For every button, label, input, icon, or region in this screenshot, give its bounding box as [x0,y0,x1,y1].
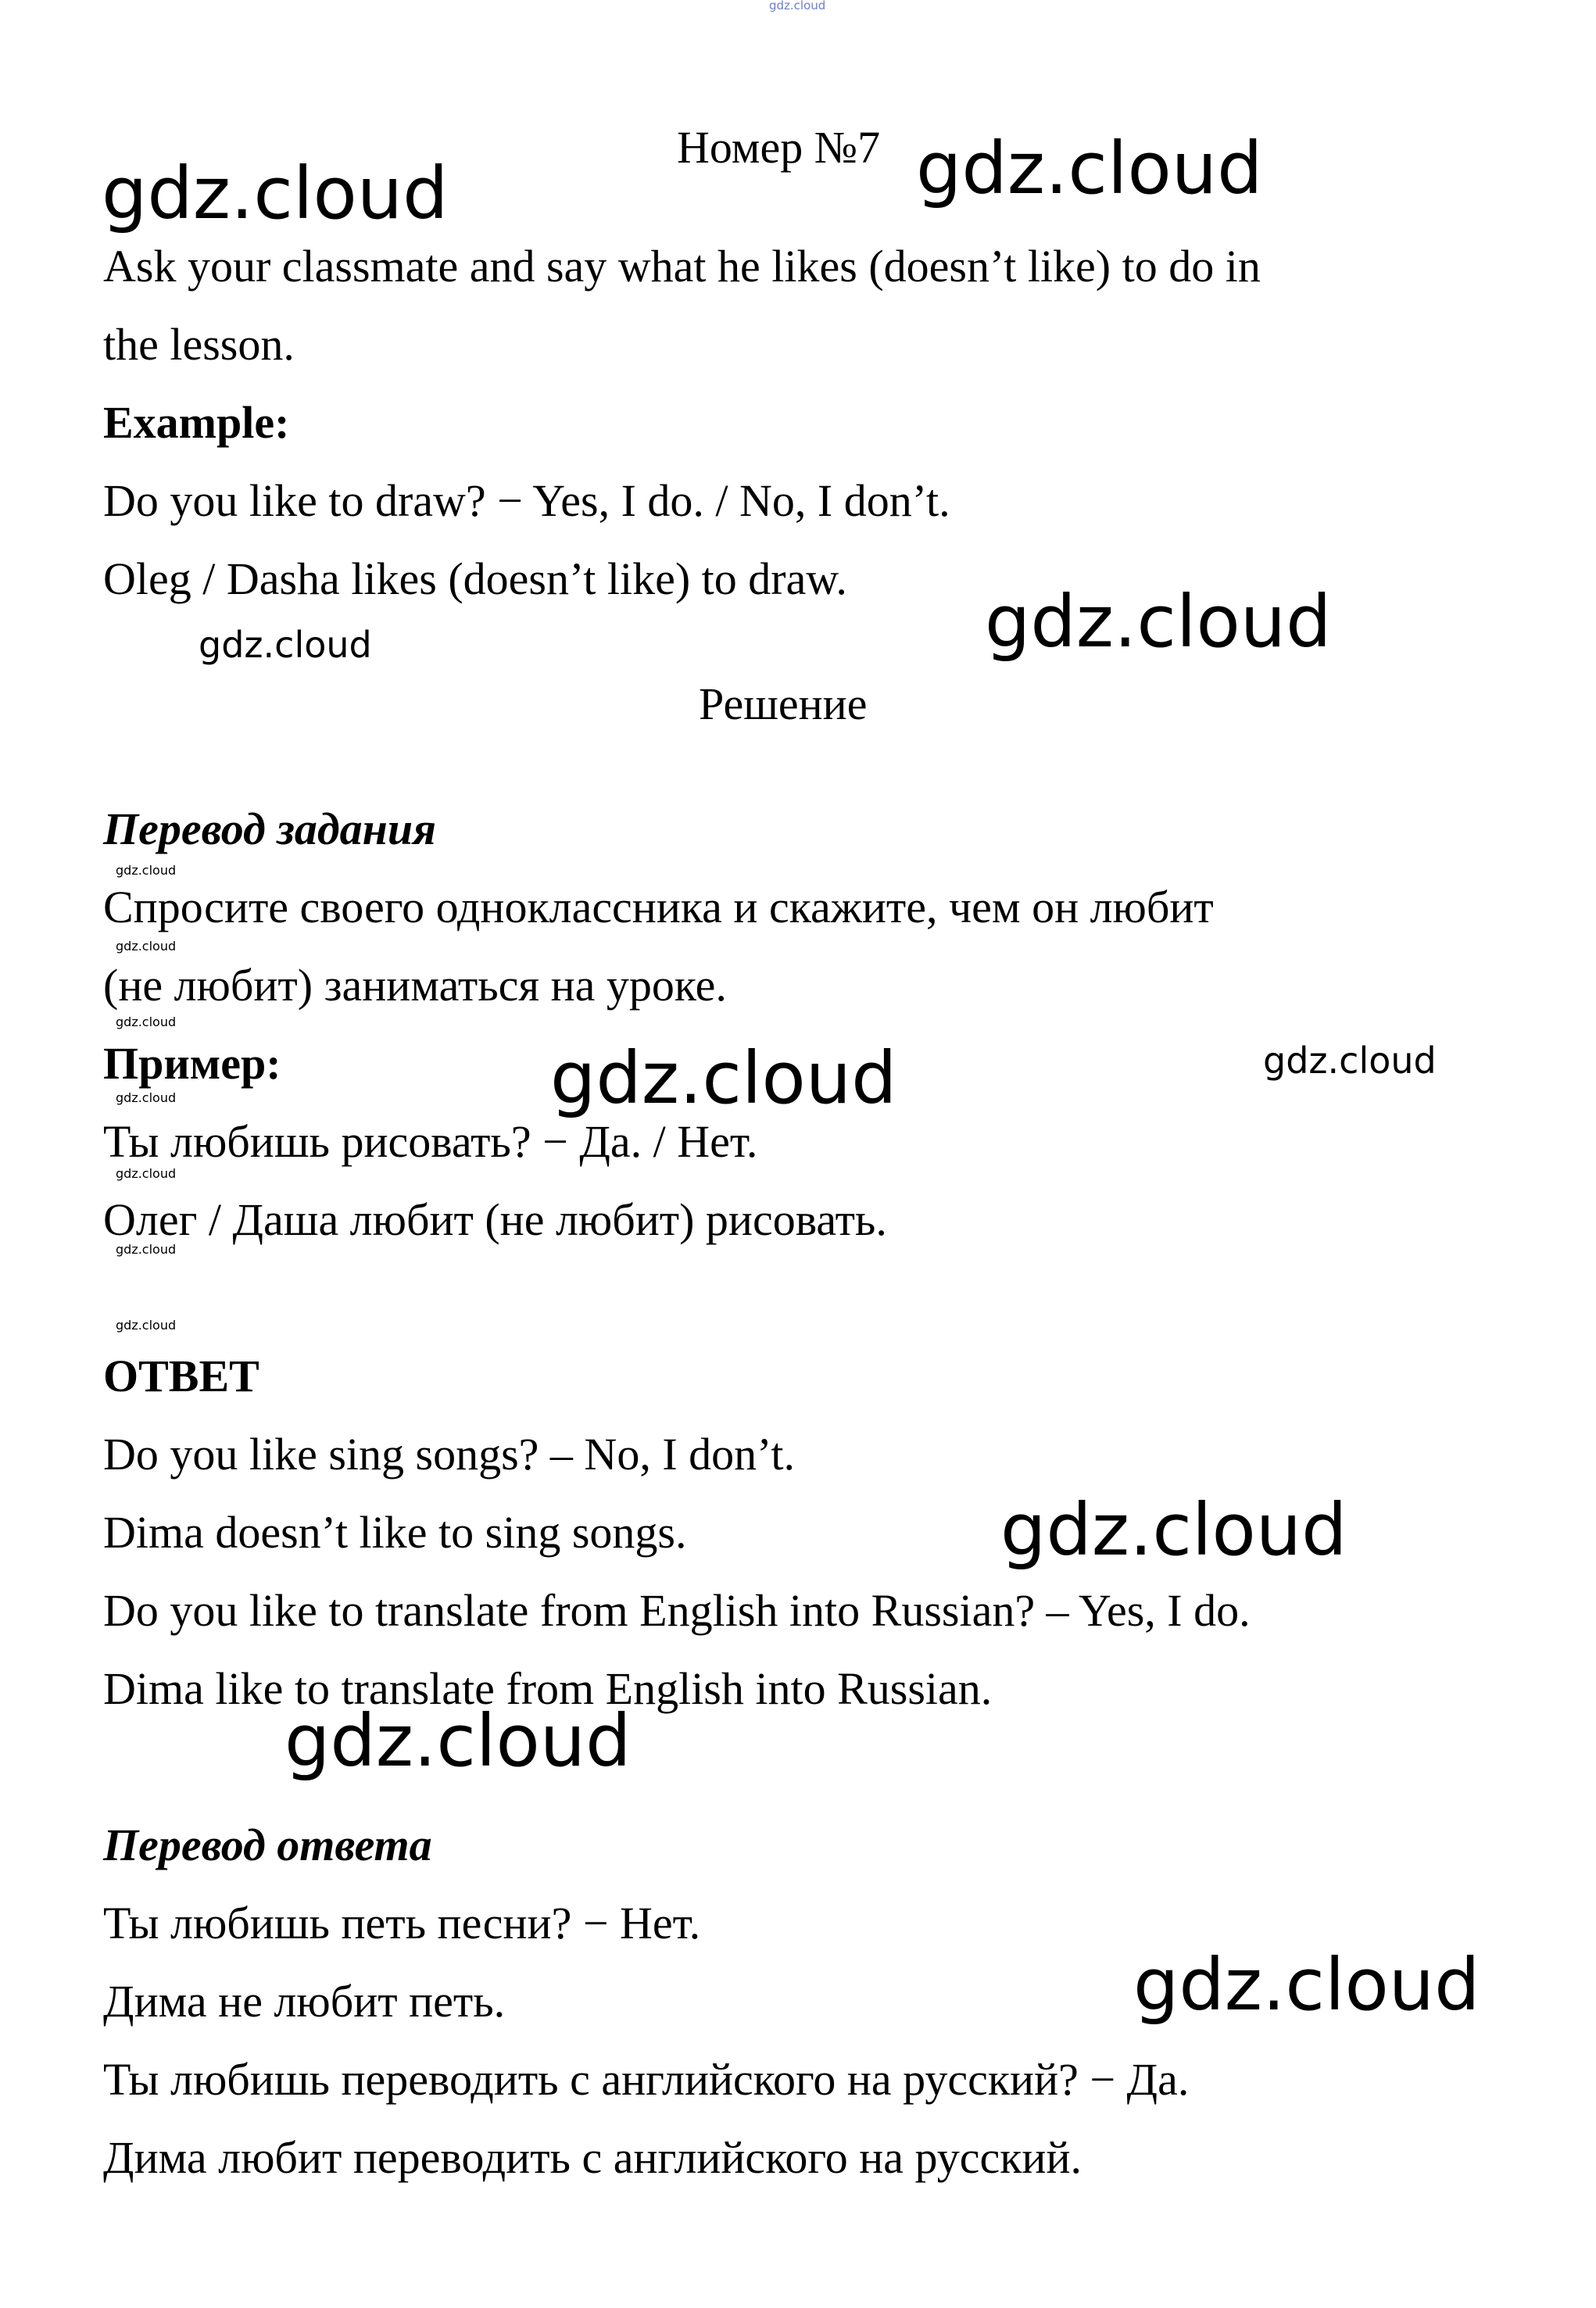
watermark-large: gdz.cloud [985,580,1332,664]
example-heading: Example: [103,397,290,448]
answer-line-3: Do you like to translate from English into Russian? – Yes, I do. [103,1585,1251,1636]
answer-heading: ОТВЕТ [103,1351,259,1401]
solution-heading: Решение [699,678,868,729]
watermark-small: gdz.cloud [116,1014,177,1029]
task-translation-line-2: (не любит) заниматься на уроке. [103,960,727,1011]
watermark-large: gdz.cloud [1133,1943,1480,2027]
task-translation-line-1: Спросите своего одноклассника и скажите, чем он любит [103,882,1214,932]
task-translation-example-line-2: Олег / Даша любит (не любит) рисовать. [103,1194,887,1245]
task-translation-example-line-1: Ты любишь рисовать? − Да. / Нет. [103,1116,758,1167]
watermark-medium: gdz.cloud [1263,1039,1437,1082]
task-translation-example-heading: Пример: [103,1038,281,1089]
watermark-large: gdz.cloud [550,1036,897,1120]
example-line-1: Do you like to draw? − Yes, I do. / No, I don’t. [103,475,950,526]
watermark-small: gdz.cloud [116,1166,177,1181]
watermark-medium: gdz.cloud [199,624,372,666]
example-line-2: Oleg / Dasha likes (doesn’t like) to draw. [103,553,847,604]
answer-line-1: Do you like sing songs? – No, I don’t. [103,1429,796,1480]
task-line-2: the lesson. [103,319,295,370]
page-title: Номер №7 [677,122,881,173]
answer-line-4: Dima like to translate from English into Russian. [103,1663,993,1714]
watermark-large: gdz.cloud [916,127,1263,210]
answer-translation-line-1: Ты любишь петь песни? − Нет. [103,1898,701,1948]
watermark-large: gdz.cloud [1000,1488,1347,1572]
watermark-small: gdz.cloud [116,939,177,954]
watermark-large: gdz.cloud [102,152,449,235]
answer-translation-line-4: Дима любит переводить с английского на русский. [103,2132,1082,2183]
answer-translation-line-3: Ты любишь переводить с английского на русский? − Да. [103,2054,1190,2105]
watermark-small: gdz.cloud [116,1090,177,1105]
task-line-1: Ask your classmate and say what he likes (doesn’t like) to do in [103,241,1261,292]
answer-translation-heading: Перевод ответа [103,1820,432,1870]
watermark-small: gdz.cloud [116,863,177,878]
watermark-top: gdz.cloud [769,0,826,13]
answer-translation-line-2: Дима не любит петь. [103,1976,506,2027]
watermark-small: gdz.cloud [116,1318,177,1333]
watermark-large: gdz.cloud [284,1699,632,1783]
watermark-small: gdz.cloud [116,1242,177,1257]
task-translation-heading: Перевод задания [103,803,436,854]
answer-line-2: Dima doesn’t like to sing songs. [103,1507,687,1558]
